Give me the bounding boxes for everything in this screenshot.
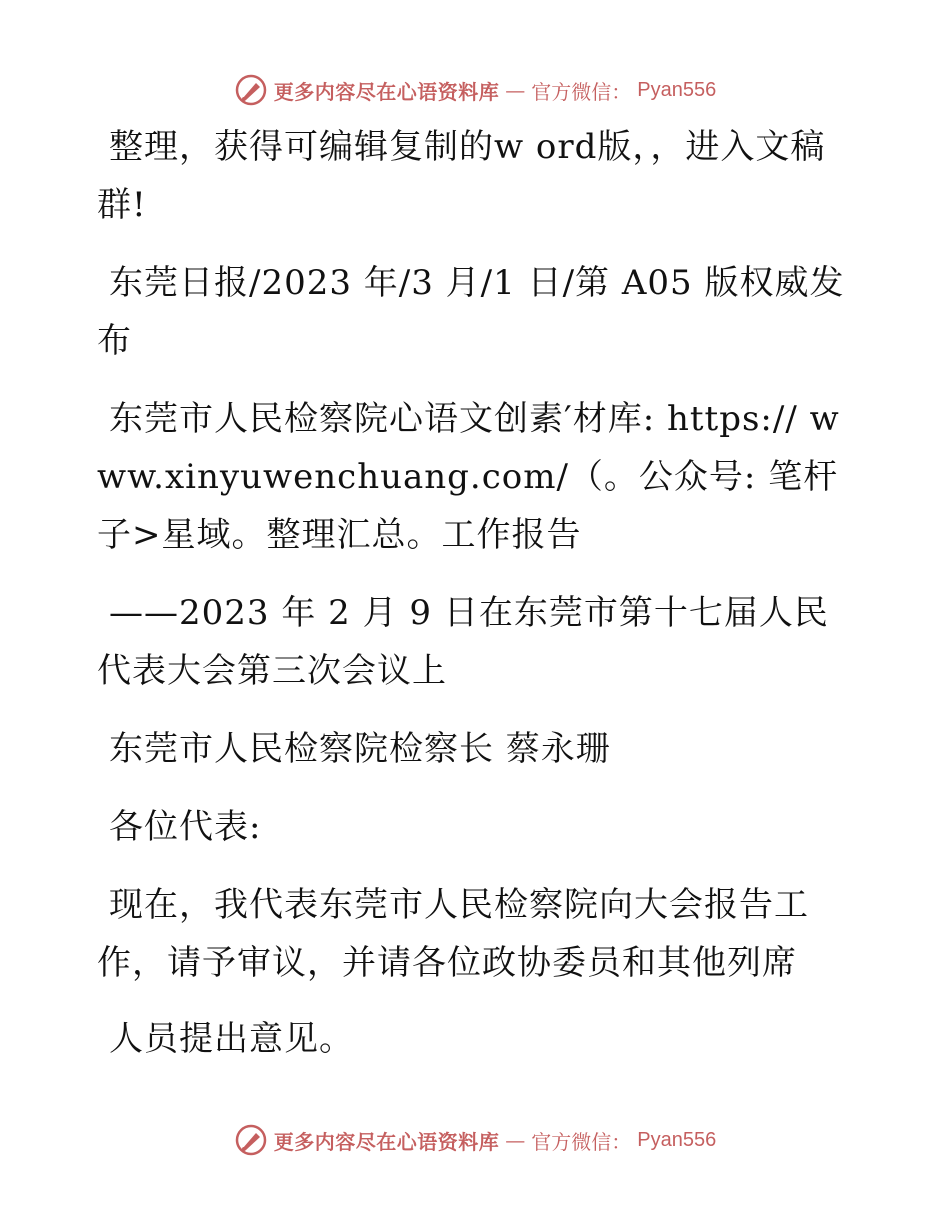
- footer-separator: —: [505, 1128, 526, 1152]
- paragraph-6: 各位代表:: [109, 807, 262, 847]
- paragraph-7: 现在，我代表东莞市人民检察院向大会报告工作，请予审议，并请各位政协委员和其他列席: [97, 885, 809, 983]
- document-body: [97, 118, 857, 1088]
- footer-wechat-label: 官方微信：: [531, 1129, 632, 1154]
- header-slogan: 更多内容尽在心语资料库: [273, 79, 500, 104]
- footer-banner: [0, 1120, 950, 1160]
- pen-nib-logo-icon: [234, 73, 268, 107]
- pen-nib-logo-icon: [234, 1123, 268, 1157]
- header-wechat-id: Pyan556: [637, 78, 717, 101]
- paragraph-4: ——2023 年 2 月 9 日在东莞市第十七届人民代表大会第三次会议上: [97, 593, 829, 691]
- footer-slogan: 更多内容尽在心语资料库: [273, 1129, 500, 1154]
- paragraph-5: 东莞市人民检察院检察长 蔡永珊: [109, 729, 611, 769]
- paragraph-3: 东莞市人民检察院心语文创素′材库: https:// www.xinyuwenchuang.com/（。公众号: 笔杆子>星域。整理汇总。工作报告: [97, 399, 840, 555]
- paragraph-2: 东莞日报/2023 年/3 月/1 日/第 A05 版权威发布: [97, 263, 845, 361]
- footer-wechat-id: Pyan556: [637, 1128, 717, 1151]
- header-separator: —: [505, 78, 526, 102]
- header-banner: [0, 70, 950, 110]
- header-wechat-label: 官方微信：: [531, 79, 632, 104]
- paragraph-1: 整理，获得可编辑复制的w ord版，，进入文稿群!: [97, 127, 826, 225]
- paragraph-8: 人员提出意见。: [109, 1019, 354, 1059]
